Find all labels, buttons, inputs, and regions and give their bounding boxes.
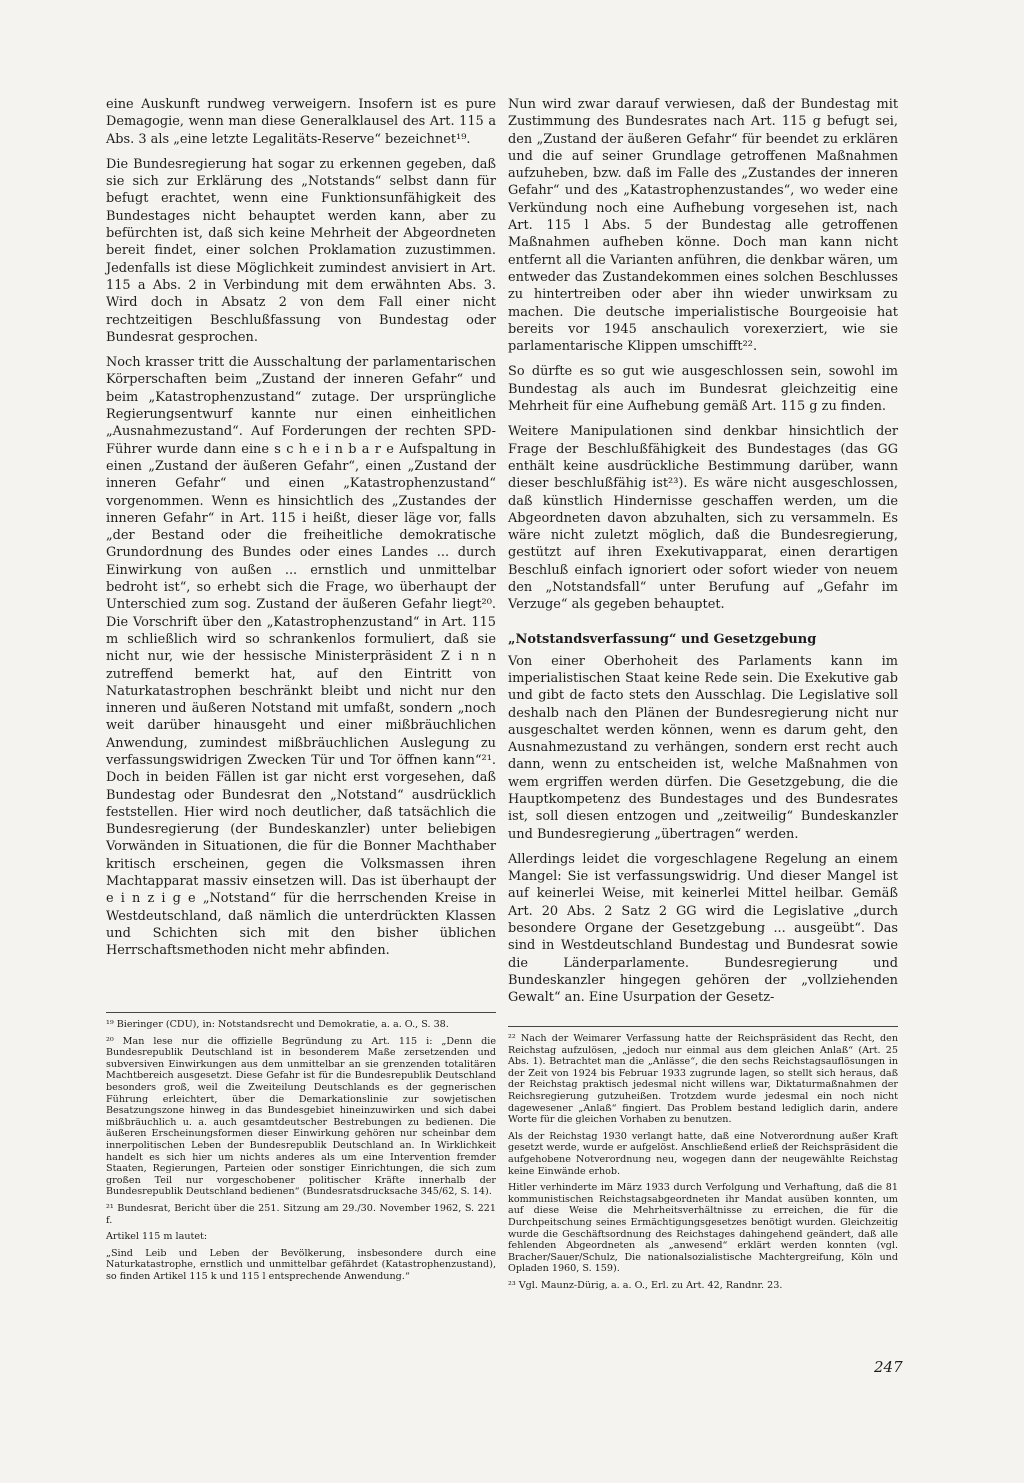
footnote-22-cont-1: Als der Reichstag 1930 verlangt hatte, daß eine Notverordnung außer Kraft gesetzt werde, wurde er aufgelöst. Anschließend erließ der Reichspräsident die aufgehobene Notverordnung neu, wogegen dann der neugewählte Reichstag keine Einwände erhob. [508, 1130, 898, 1177]
footnote-21: ²¹ Bundesrat, Bericht über die 251. Sitzung am 29./30. November 1962, S. 221 f. [106, 1202, 496, 1226]
left-paragraph-3: Noch krasser tritt die Ausschaltung der parlamentarischen Körperschaften beim „Zustand der inneren Gefahr“ und beim „Katastrophenzustand“ zutage. Der ursprüngliche Regierungsentwurf kannte nur einen einheitlichen „Ausnahmezustand“. Auf Forderungen der rechten SPD-Führer wurde dann eine s c h e i n b a r e Aufspaltung in einen „Zustand der äußeren Gefahr“, einen „Zustand der inneren Gefahr“ und einen „Katastrophenzustand“ vorgenommen. Wenn es hinsichtlich des „Zustandes der inneren Gefahr“ in Art. 115 i heißt, dieser läge vor, falls „der Bestand oder die freiheitliche demokratische Grundordnung des Bundes oder eines Landes ... durch Einwirkung von außen ... ernstlich und unmittelbar bedroht ist“, so erhebt sich die Frage, wo überhaupt der Unterschied zum sog. Zustand der äußeren Gefahr liegt²⁰. Die Vorschrift über den „Katastrophenzustand“ in Art. 115 m schließlich wird so schrankenlos formuliert, daß sie nicht nur, wie der hessische Ministerpräsident Z i n n zutreffend bemerkt hat, auf den Eintritt von Naturkatastrophen beschränkt bleibt und nicht nur den inneren und äußeren Notstand mit umfaßt, sondern „noch weit darüber hinausgeht und einer mißbräuchlichen Anwendung, zumindest mißbräuchlichen Auslegung zu verfassungswidrigen Zwecken Tür und Tor öffnen kann“²¹. Doch in beiden Fällen ist gar nicht erst vorgesehen, daß Bundestag oder Bundesrat den „Notstand“ ausdrücklich feststellen. Hier wird noch deutlicher, daß tatsächlich die Bundesregierung (der Bundeskanzler) unter beliebigen Vorwänden in Situationen, die für die Bonner Machthaber kritisch erscheinen, gegen die Volksmassen ihren Machtapparat massiv einsetzen will. Das ist überhaupt der e i n z i g e „Notstand“ für die herrschenden Kreise in Westdeutschland, daß nämlich die unterdrückten Klassen und Schichten sich mit den bisher üblichen Herrschaftsmethoden nicht mehr abfinden. [106, 355, 496, 959]
right-paragraph-2: So dürfte es so gut wie ausgeschlossen sein, sowohl im Bundestag als auch im Bundesrat gleichzeitig eine Mehrheit für eine Aufhebung gemäß Art. 115 g zu finden. [508, 364, 898, 415]
footnotes-right [508, 1026, 898, 1296]
page-number: 247 [874, 1358, 903, 1376]
right-paragraph-4: Von einer Oberhoheit des Parlaments kann im imperialistischen Staat keine Rede sein. Die Exekutive gab und gibt de facto stets den Ausschlag. Die Legislative soll deshalb nach den Plänen der Bundesregierung nicht nur ausgeschaltet werden können, wenn es darum geht, den Ausnahmezustand zu verhängen, sondern erst recht auch dann, wenn zu entscheiden ist, welche Maßnahmen von wem ergriffen werden dürfen. Die Gesetzgebung, die die Hauptkompetenz des Bundestages und des Bundesrates ist, soll diesen entzogen und „zeitweilig“ Bundeskanzler und Bundesregierung „übertragen“ werden. [508, 653, 898, 842]
footnote-22-cont-2: Hitler verhinderte im März 1933 durch Verfolgung und Verhaftung, daß die 81 kommunistischen Reichstagsabgeordneten ihr Mandat ausüben konnten, um auf diese Weise die Mehrheitsverhältnisse zu erreichen, die für die Durchpeitschung seines Ermächtigungsgesetzes benötigt wurden. Gleichzeitig wurde die Geschäftsordnung des Reichstages dahingehend geändert, daß alle fehlenden Abgeordneten als „anwesend“ erklärt werden konnten (vgl. Bracher/Sauer/Schulz, Die nationalsozialistische Machtergreifung, Köln und Opladen 1960, S. 159). [508, 1182, 898, 1275]
footnote-23: ²³ Vgl. Maunz-Dürig, a. a. O., Erl. zu Art. 42, Randnr. 23. [508, 1279, 783, 1291]
footnote-22: ²² Nach der Weimarer Verfassung hatte der Reichspräsident das Recht, den Reichstag aufzulösen, „jedoch nur einmal aus dem gleichen Anlaß“ (Art. 25 Abs. 1). Betrachtet man die „Anlässe“, die den sechs Reichstagsauflösungen in der Zeit von 1924 bis Februar 1933 zugrunde lagen, so stellt sich heraus, daß der Reichstag praktisch jedesmal nicht willens war, Diktaturmaßnahmen der Reichsregierung gutzuheißen. Trotzdem wurde jedesmal ein noch nicht dagewesener „Anlaß“ fingiert. Das Problem bestand lediglich darin, andere Worte für die gleichen Vorhaben zu benutzen. [508, 1033, 898, 1126]
left-paragraph-2: Die Bundesregierung hat sogar zu erkennen gegeben, daß sie sich zur Erklärung des „Notstands“ selbst dann für befugt erachtet, wenn eine Funktionsunfähigkeit des Bundestages nicht behauptet werden kann, aber zu befürchten ist, daß sich keine Mehrheit der Abgeordneten bereit findet, einer solchen Proklamation zuzustimmen. Jedenfalls ist diese Möglichkeit zumindest anvisiert in Art. 115 a Abs. 2 in Verbindung mit dem erwähnten Abs. 3. Wird doch in Absatz 2 von dem Fall einer nicht rechtzeitigen Beschlußfassung von Bundestag oder Bundesrat gesprochen. [106, 156, 496, 345]
footnote-19: ¹⁹ Bieringer (CDU), in: Notstandsrecht und Demokratie, a. a. O., S. 38. [106, 1019, 449, 1030]
section-heading: „Notstandsverfassung“ und Gesetzgebung [508, 631, 817, 647]
left-paragraph-1: eine Auskunft rundweg verweigern. Insofern ist es pure Demagogie, wenn man diese Generalklausel des Art. 115 a Abs. 3 als „eine letzte Legalitäts-Reserve“ bezeichnet¹⁹. [106, 97, 496, 147]
footnotes-left [106, 1012, 496, 1287]
right-paragraph-5: Allerdings leidet die vorgeschlagene Regelung an einem Mangel: Sie ist verfassungswidrig. Und dieser Mangel ist auf keinerlei Weise, mit keinerlei Mittel heilbar. Gemäß Art. 20 Abs. 2 Satz 2 GG wird die Legislative „durch besondere Organe der Gesetzgebung ... ausgeübt“. Das sind in Westdeutschland Bundestag und Bundesrat sowie die Länderparlamente. Bundesregierung und Bundeskanzler hingegen gehören der „vollziehenden Gewalt“ an. Eine Usurpation der Gesetz- [508, 851, 898, 1006]
right-paragraph-3: Weitere Manipulationen sind denkbar hinsichtlich der Frage der Beschlußfähigkeit des Bundestages (das GG enthält keine ausdrückliche Bestimmung darüber, wann dieser beschlußfähig ist²³). Es wäre nicht ausgeschlossen, daß künstlich Hindernisse geschaffen werden, um die Abgeordneten davon abzuhalten, sich zu versammeln. Es wäre nicht zuletzt möglich, daß die Bundesregierung, gestützt auf ihren Exekutivapparat, einen derartigen Beschluß einfach ignoriert oder sofort wieder von neuem den „Notstandsfall“ unter Berufung auf „Gefahr im Verzuge“ als gegeben behauptet. [508, 424, 898, 613]
right-paragraph-1: Nun wird zwar darauf verwiesen, daß der Bundestag mit Zustimmung des Bundesrates nach Art. 115 g befugt sei, den „Zustand der äußeren Gefahr“ für beendet zu erklären und die auf seiner Grundlage getroffenen Maßnahmen aufzuheben, bzw. daß im Falle des „Zustandes der inneren Gefahr“ und des „Katastrophenzustandes“, wo weder eine Verkündung noch eine Aufhebung vorgesehen ist, nach Art. 115 l Abs. 5 der Bundestag alle getroffenen Maßnahmen aufheben könne. Doch man kann nicht entfernt all die Varianten anführen, die denkbar wären, um entweder das Zustandekommen eines solchen Beschlusses zu hintertreiben oder aber ihn wieder unwirksam zu machen. Die deutsche imperialistische Bourgeoisie hat bereits vor 1945 anschaulich vorexerziert, wie sie parlamentarische Klippen umschifft²². [508, 97, 898, 355]
right-column [508, 96, 898, 1015]
footnote-article-quote: „Sind Leib und Leben der Bevölkerung, insbesondere durch eine Naturkatastrophe, ernstlich und unmittelbar gefährdet (Katastrophenzustand), so finden Artikel 115 k und 115 l entsprechende Anwendung.“ [106, 1247, 496, 1282]
footnote-20: ²⁰ Man lese nur die offizielle Begründung zu Art. 115 i: „Denn die Bundesrepublik Deutschland ist in besonderem Maße zersetzenden und subversiven Einwirkungen aus dem unmittelbar an sie grenzenden totalitären Machtbereich ausgesetzt. Diese Gefahr ist für die Bundesrepublik Deutschland besonders groß, weil die Zweiteilung Deutschlands es der gegnerischen Führung erleichtert, über die Demarkationslinie zur sowjetischen Besatzungszone hinweg in das Bundesgebiet hineinzuwirken und sich dabei mißbräuchlich u. a. auch gesamtdeutscher Bestrebungen zu bedienen. Die äußeren Erscheinungsformen dieser Einwirkung gehören nur scheinbar dem innerpolitischen Leben der Bundesrepublik Deutschland an. In Wirklichkeit handelt es sich hier um nichts anderes als um eine Intervention fremder Staaten, Regierungen, Parteien oder sonstiger Einrichtungen, die sich zum großen Teil nur vorgeschobener politischer Kräfte innerhalb der Bundesrepublik Deutschland bedienen“ (Bundesratsdrucksache 345/62, S. 14). [106, 1035, 496, 1198]
left-column [106, 96, 496, 968]
footnote-article-label: Artikel 115 m lautet: [106, 1231, 208, 1243]
